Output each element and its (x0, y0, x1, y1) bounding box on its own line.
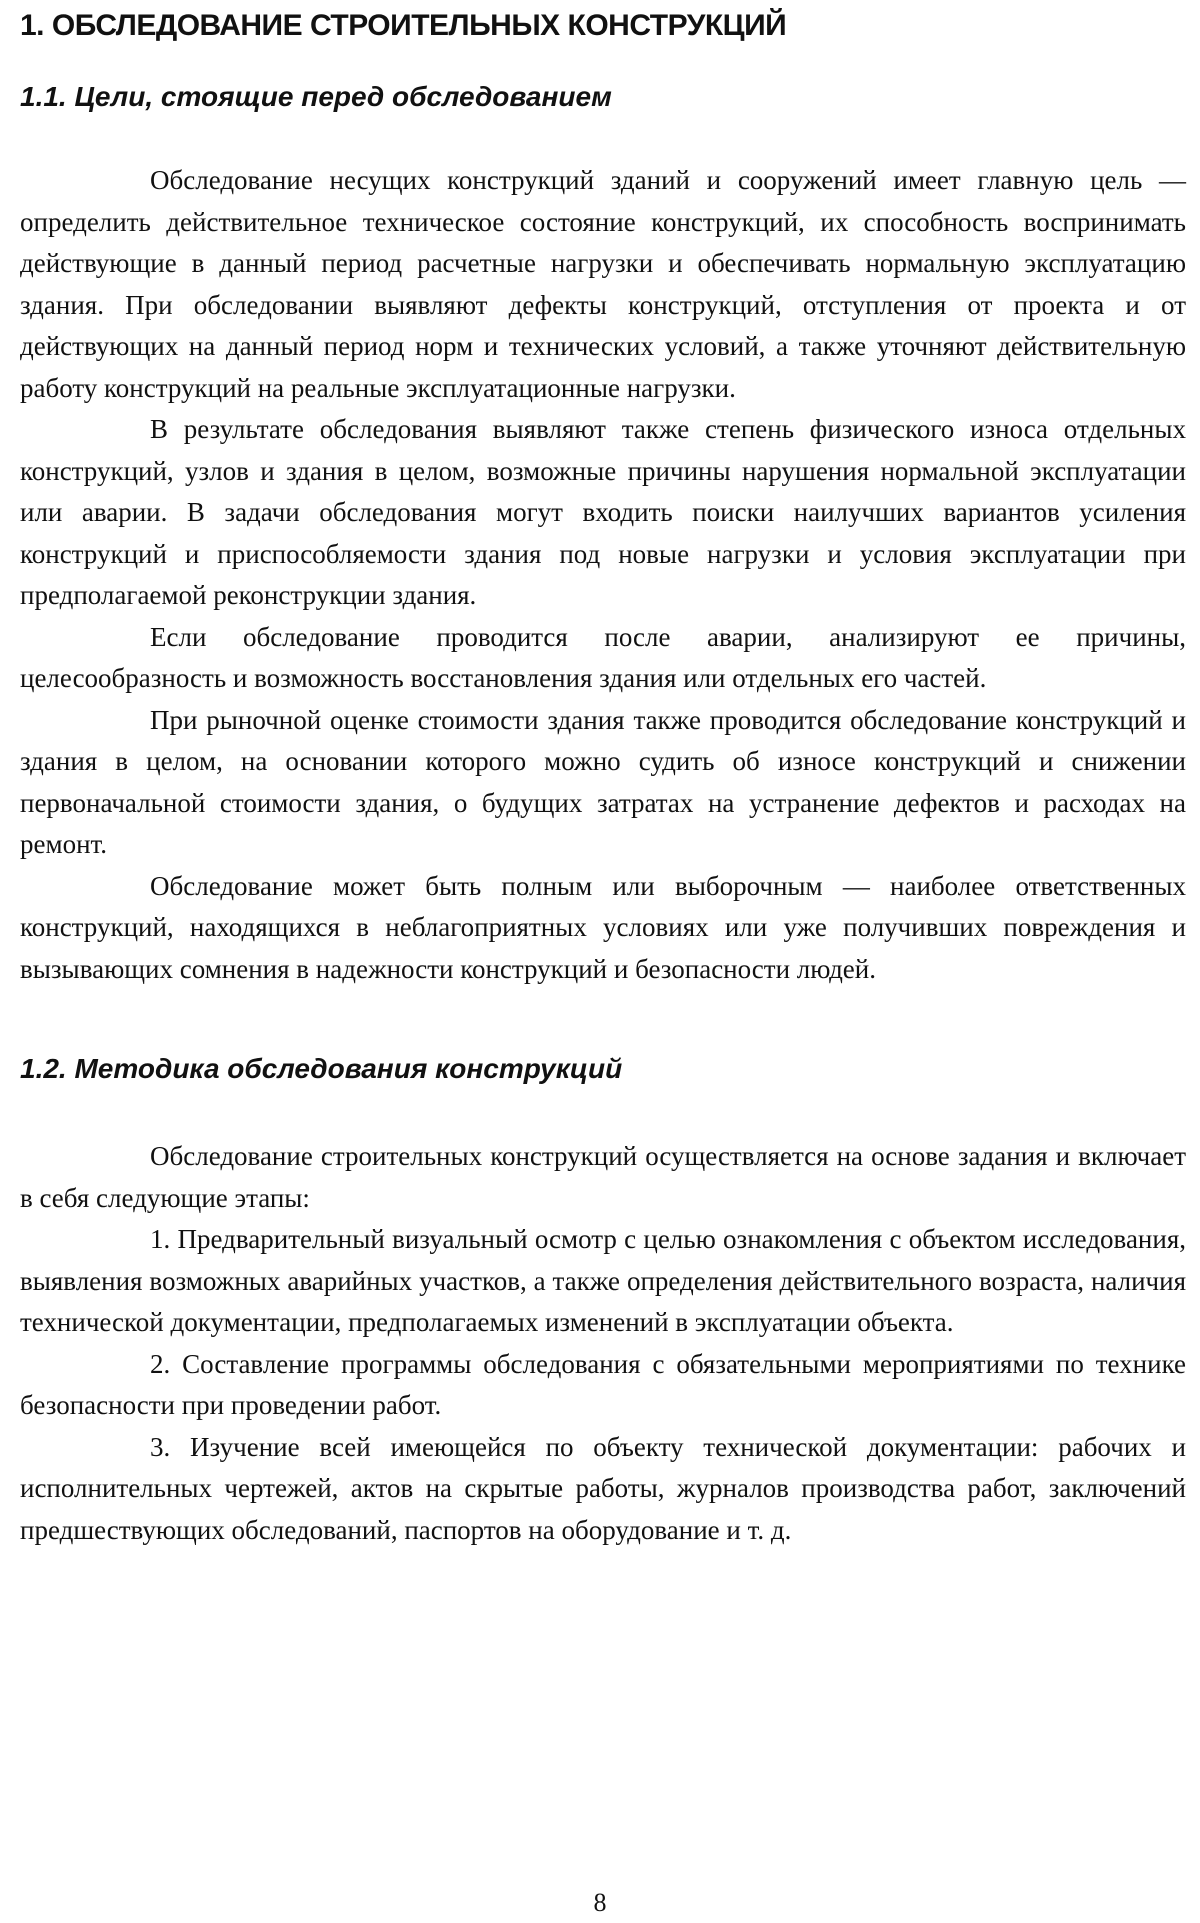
paragraph: Если обследование проводится после аварии, анализируют ее причины, целесообразность и возможность восстановления здания или отдельных его частей. (20, 621, 1186, 693)
chapter-title: 1. ОБСЛЕДОВАНИЕ СТРОИТЕЛЬНЫХ КОНСТРУКЦИЙ (20, 9, 787, 42)
paragraph: При рыночной оценке стоимости здания также проводится обследование конструкций и здания в целом, на основании которого можно судить об износе конструкций и снижении первоначальной стоимости здания, о будущих затратах на устранение дефектов и расходах на ремонт. (20, 704, 1186, 859)
section-title-goals: 1.1. Цели, стоящие перед обследованием (20, 81, 612, 112)
list-item: 3. Изучение всей имеющейся по объекту технической документации: рабочих и исполнительных чертежей, актов на скрытые работы, журналов производства работ, заключений предшествующих обследований, паспортов на оборудование и т. д. (20, 1431, 1186, 1545)
section-goals (20, 80, 1186, 990)
list-item: 2. Составление программы обследования с обязательными мероприятиями по технике безопасности при проведении работ. (20, 1348, 1186, 1420)
paragraph: В результате обследования выявляют также степень физического износа отдельных конструкций, узлов и здания в целом, возможные причины нарушения нормальной эксплуатации или аварии. В задачи обследования могут входить поиски наилучших вариантов усиления конструкций и приспособляемости здания под новые нагрузки и условия эксплуатации при предполагаемой реконструкции здания. (20, 414, 1186, 610)
section-title-methodology: 1.2. Методика обследования конструкций (20, 1053, 623, 1084)
list-item: 1. Предварительный визуальный осмотр с целью ознакомления с объектом исследования, выявления возможных аварийных участков, а также определения действительного возраста, наличия технической документации, предполагаемых изменений в эксплуатации объекта. (20, 1224, 1186, 1337)
paragraph: Обследование несущих конструкций зданий и сооружений имеет главную цель — определить действительное техническое состояние конструкций, их способность воспринимать действующие в данный период расчетные нагрузки и обеспечивать нормальную эксплуатацию здания. При обследовании выявляют дефекты конструкций, отступления от проекта и от действующих на данный период норм и технических условий, а также уточняют действительную работу конструкций на реальные эксплуатационные нагрузки. (20, 165, 1186, 403)
paragraph: Обследование может быть полным или выборочным — наиболее ответственных конструкций, находящихся в неблагоприятных условиях или уже получивших повреждения и вызывающих сомнения в надежности конструкций и безопасности людей. (20, 870, 1186, 984)
paragraph: Обследование строительных конструкций осуществляется на основе задания и включает в себя следующие этапы: (20, 1141, 1186, 1213)
page-number: 8 (593, 1888, 607, 1917)
section-methodology (20, 1052, 1186, 1551)
